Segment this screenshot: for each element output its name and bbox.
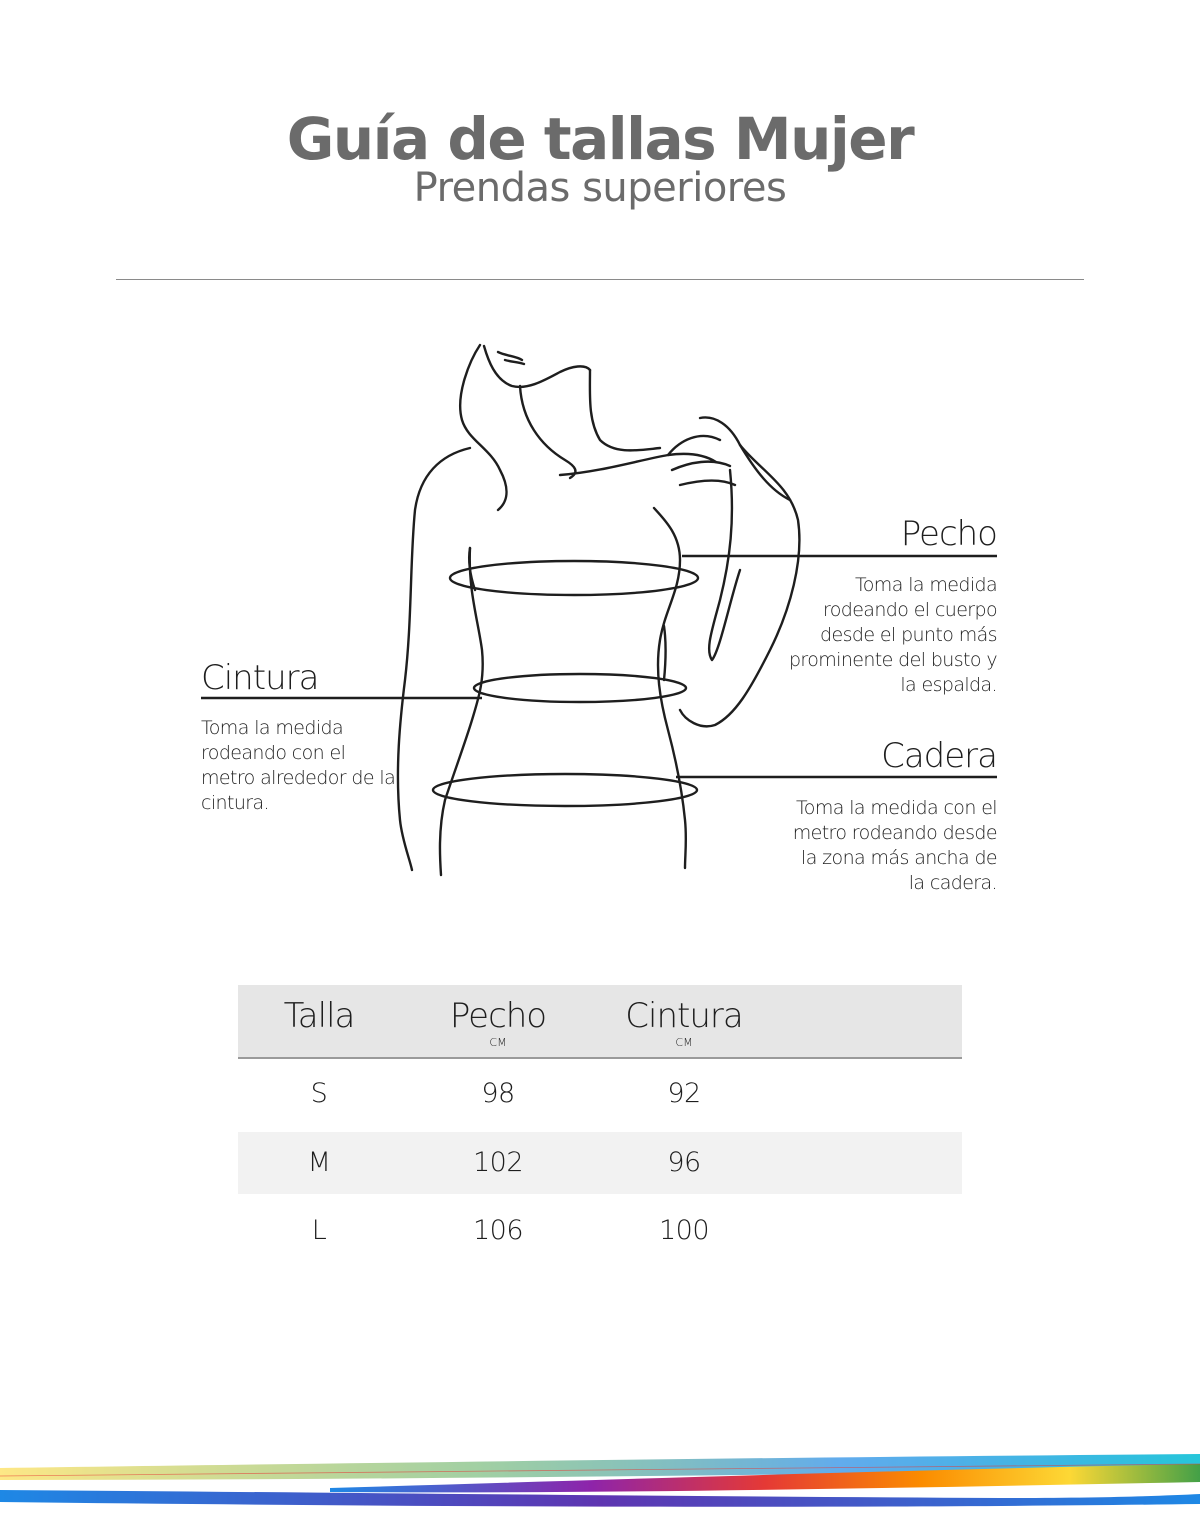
cell-cintura: 100 bbox=[658, 1215, 710, 1246]
header-pecho bbox=[436, 995, 560, 1049]
cintura-description: Toma la medida rodeando con el metro alrededor de la cintura. bbox=[201, 717, 396, 814]
header-cintura bbox=[622, 995, 746, 1049]
cell-talla: M bbox=[307, 1147, 331, 1178]
cell-cintura: 96 bbox=[667, 1147, 701, 1178]
neck-right bbox=[590, 370, 660, 450]
mouth-outline bbox=[498, 352, 522, 360]
chest-tape bbox=[450, 561, 698, 595]
hair-outline bbox=[460, 345, 506, 510]
page-subtitle: Prendas superiores bbox=[413, 165, 787, 211]
cadera-label: Cadera bbox=[881, 736, 997, 776]
rainbow-footer-stripe bbox=[0, 1440, 1200, 1540]
footer-wave-bottom bbox=[0, 1490, 1200, 1507]
pecho-label: Pecho bbox=[900, 514, 997, 554]
header-cintura-unit: CM bbox=[675, 1036, 693, 1049]
cell-pecho: 102 bbox=[472, 1147, 524, 1178]
cell-pecho: 106 bbox=[472, 1215, 524, 1246]
table-row bbox=[238, 1132, 962, 1194]
header-cintura-label: Cintura bbox=[625, 996, 743, 1036]
table-row bbox=[238, 1063, 962, 1125]
left-shoulder-arm bbox=[398, 448, 470, 870]
header-talla bbox=[258, 995, 380, 1037]
pecho-description: Toma la medida rodeando el cuerpo desde el punto más prominente del busto y la espalda. bbox=[788, 574, 997, 696]
size-table bbox=[238, 985, 962, 1262]
size-table-header bbox=[238, 985, 962, 1059]
header-talla-label: Talla bbox=[283, 996, 355, 1036]
cell-talla: L bbox=[311, 1215, 327, 1246]
forearm bbox=[709, 470, 740, 660]
cadera-description: Toma la medida con el metro rodeando desde la zona más ancha de la cadera. bbox=[792, 797, 997, 894]
page-title: Guía de tallas Mujer bbox=[286, 105, 914, 173]
neck-left bbox=[520, 386, 575, 478]
left-breast bbox=[440, 548, 483, 875]
header-pecho-unit: CM bbox=[489, 1036, 507, 1049]
header-pecho-label: Pecho bbox=[449, 996, 547, 1036]
cell-cintura: 92 bbox=[667, 1078, 701, 1109]
cintura-label: Cintura bbox=[201, 658, 319, 698]
cell-pecho: 98 bbox=[481, 1078, 515, 1109]
table-row bbox=[238, 1200, 962, 1262]
cell-talla: S bbox=[310, 1078, 328, 1109]
waist-tape bbox=[474, 674, 686, 702]
hand-fingers bbox=[668, 417, 790, 500]
right-breast bbox=[654, 508, 686, 868]
hip-tape bbox=[433, 774, 697, 806]
